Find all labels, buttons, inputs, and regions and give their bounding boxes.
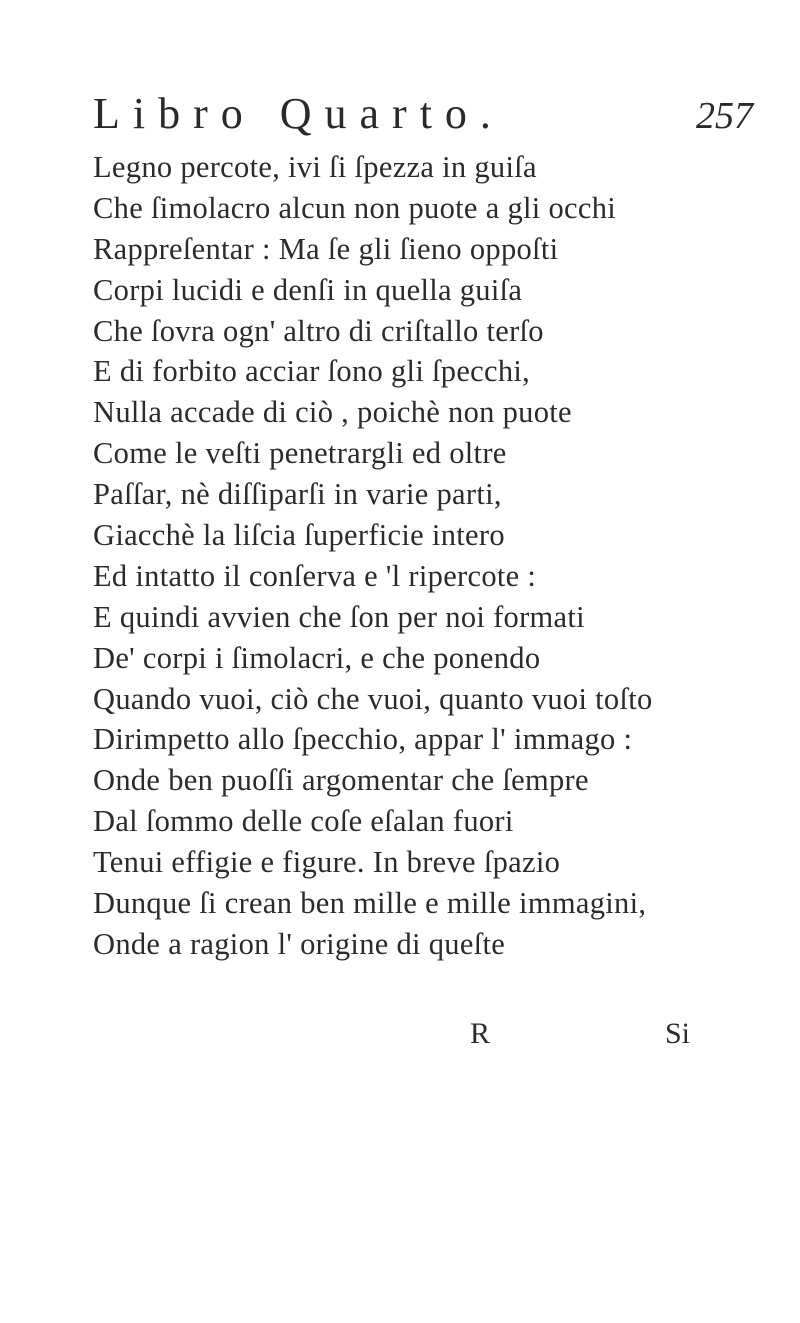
text-line: E di forbito acciar ſono gli ſpecchi, xyxy=(93,354,531,389)
text-line: Onde a ragion l' origine di queſte xyxy=(93,926,506,961)
text-line: Dirimpetto allo ſpecchio, appar l' immago : xyxy=(93,722,633,757)
text-line: Che ſovra ogn' altro di criſtallo terſo xyxy=(93,313,544,348)
text-line: Tenui effigie e figure. In breve ſpazio xyxy=(93,845,561,880)
text-line: Nulla accade di ciò , poichè non puote xyxy=(93,395,572,430)
text-line: Corpi lucidi e denſi in quella guiſa xyxy=(93,272,523,307)
text-line: Rappreſentar : Ma ſe gli ſieno oppoſti xyxy=(93,231,559,266)
page-number: 257 xyxy=(696,95,753,137)
text-line: Paſſar, nè diſſiparſi in varie parti, xyxy=(93,477,502,512)
page-footer xyxy=(470,1017,770,1061)
text-line: Che ſimolacro alcun non puote a gli occhi xyxy=(93,190,617,225)
running-title: Libro Quarto. xyxy=(93,89,504,138)
text-line: Onde ben puoſſi argomentar che ſempre xyxy=(93,763,589,798)
text-line: Quando vuoi, ciò che vuoi, quanto vuoi toſto xyxy=(93,681,653,716)
signature-mark: R xyxy=(470,1017,491,1050)
poem-text xyxy=(93,147,773,965)
text-line: De' corpi i ſimolacri, e che ponendo xyxy=(93,640,541,675)
text-line: Come le veſti penetrargli ed oltre xyxy=(93,436,507,471)
text-line: Dal ſommo delle coſe eſalan fuori xyxy=(93,804,514,839)
text-line: Giacchè la liſcia ſuperficie intero xyxy=(93,518,505,553)
text-line: E quindi avvien che ſon per noi formati xyxy=(93,599,585,634)
text-line: Dunque ſi crean ben mille e mille immagini, xyxy=(93,886,647,921)
text-line: Ed intatto il conſerva e 'l ripercote : xyxy=(93,558,537,593)
catchword: Si xyxy=(665,1017,691,1050)
text-line: Legno percote, ivi ſi ſpezza in guiſa xyxy=(93,150,537,184)
